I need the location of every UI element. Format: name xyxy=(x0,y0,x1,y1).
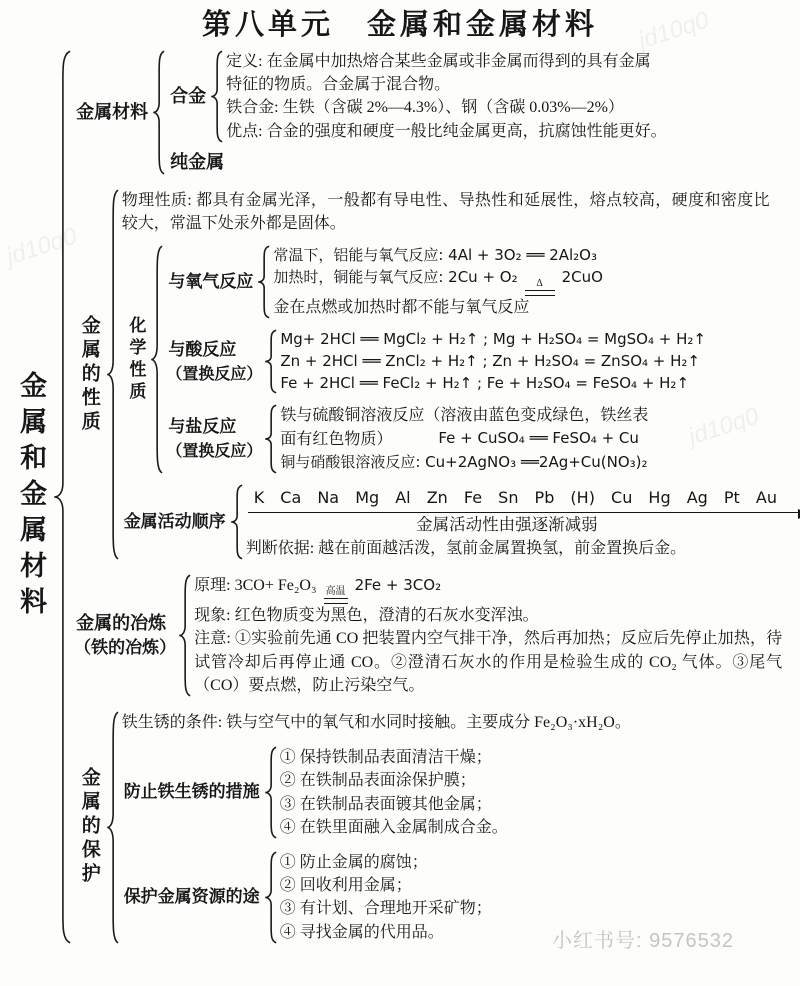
alloy-brace xyxy=(210,50,223,143)
smelting-principle-left: 原理: 3CO+ Fe₂O₃ xyxy=(194,577,317,595)
rust-prevention-label: 防止铁生锈的措施 xyxy=(123,782,260,802)
faint-watermark: jd10q0 xyxy=(635,6,713,55)
xiaohongshu-watermark: 小红书号: 9576532 xyxy=(552,930,734,952)
chemical-label: 化学性质 xyxy=(126,315,146,404)
salt-line-2 xyxy=(280,428,648,451)
rust-condition: 铁生锈的条件: 铁与空气中的氧气和水同时接触。主要成分 Fe₂O₃·xH₂O。 xyxy=(121,714,631,732)
resource-item: ② 回收利用金属； xyxy=(279,877,412,895)
properties-brace xyxy=(106,189,119,560)
prevention-item: ③ 在铁制品表面镀其他金属； xyxy=(279,795,492,813)
root-brace xyxy=(53,50,71,944)
materials-label: 金属材料 xyxy=(76,102,149,123)
prevention-item: ① 保持铁制品表面清洁干燥； xyxy=(279,749,492,767)
protection-brace xyxy=(106,711,119,944)
smelting-principle xyxy=(194,574,782,604)
physical-properties-text: 物理性质: 都具有金属光泽，一般都有导电性、导热性和延展性，熔点较高，硬度和密度比较大，常温下处汞外都是固体。 xyxy=(121,191,770,233)
oxygen-eq-2-right: 2CuO xyxy=(561,267,603,286)
root-children xyxy=(74,50,796,944)
high-temp-condition xyxy=(324,587,348,604)
root-node xyxy=(10,50,796,944)
alloy-line: 铁合金: 生铁（含碳 2%—4.3%）、钢（含碳 0.03%—2%） xyxy=(226,99,624,117)
oxygen-eq-2-left: 加热时，铜能与氧气反应: 2Cu + O₂ xyxy=(273,267,518,286)
acid-reaction-sublabel: （置换反应） xyxy=(166,365,263,383)
resource-item: ④ 寻找金属的代用品。 xyxy=(279,923,444,941)
salt-line-3 xyxy=(280,451,648,474)
prevention-brace xyxy=(264,746,277,839)
salt-eq-1: Fe + CuSO₄ ══ FeSO₄ + Cu xyxy=(438,428,639,447)
delta-condition xyxy=(525,279,555,296)
activity-series-note: 金属活动性由强逐渐减弱 xyxy=(416,515,598,535)
acid-brace xyxy=(264,329,277,394)
oxygen-reaction-label: 与氧气反应 xyxy=(168,271,254,291)
node-salt-reaction xyxy=(166,404,706,474)
branch-protection xyxy=(74,711,796,944)
mindmap xyxy=(10,50,796,944)
salt-reaction-label: 与盐反应 xyxy=(168,417,237,437)
prevention-item: ② 在铁制品表面涂保护膜； xyxy=(279,772,476,790)
alloy-label: 合金 xyxy=(170,86,207,107)
acid-eq: Mg+ 2HCl ══ MgCl₂ + H₂↑ ; Mg + H₂SO₄ = MgSO₄ + H₂↑ xyxy=(280,330,706,349)
activity-series-arrow xyxy=(246,484,796,537)
salt-reaction-sublabel: （置换反应） xyxy=(166,442,263,460)
smelting-note: 注意: ①实验前先通 CO 把装置内空气排干净，然后再加热；反应后先停止加热，待试管冷却后再停止通 CO。②澄清石灰水的作用是检验生成的 CO₂ 气体。③尾气（CO）要点燃，防止污染空气。 xyxy=(194,630,783,694)
salt-brace xyxy=(264,404,277,474)
node-alloy xyxy=(168,50,666,143)
chemical-brace xyxy=(150,245,163,474)
salt-line-1: 铁与硫酸铜溶液反应（溶液由蓝色变成绿色，铁丝表 xyxy=(280,407,649,425)
oxygen-note: 金在点燃或加热时都不能与氧气反应 xyxy=(273,298,530,316)
resource-item: ① 防止金属的腐蚀； xyxy=(279,853,428,871)
smelting-sublabel: （铁的冶炼） xyxy=(74,638,177,658)
branch-properties xyxy=(74,189,796,560)
pure-metal-label: 纯金属 xyxy=(170,151,225,172)
acid-reaction-label: 与酸反应 xyxy=(168,339,237,359)
alloy-line: 定义: 在金属中加热熔合某些金属或非金属而得到的具有金属 xyxy=(226,53,651,70)
protection-label: 金属的保护 xyxy=(78,767,100,888)
activity-brace xyxy=(230,484,243,560)
materials-brace xyxy=(152,50,165,175)
page-title: 第八单元 金属和金属材料 xyxy=(201,9,598,41)
activity-series-label: 金属活动顺序 xyxy=(123,511,226,531)
node-oxygen-reaction xyxy=(166,245,706,319)
oxygen-brace xyxy=(257,245,270,319)
resource-protection-label: 保护金属资源的途 xyxy=(123,887,260,906)
resources-brace xyxy=(264,851,277,944)
smelting-label: 金属的冶炼 xyxy=(76,613,167,634)
properties-label: 金属的性质 xyxy=(78,314,100,435)
faint-watermark: jd10q0 xyxy=(3,222,81,271)
root-label: 金属和金属材料 xyxy=(16,370,47,623)
node-acid-reaction xyxy=(166,329,706,394)
alloy-line: 优点: 合金的强度和硬度一般比纯金属更高，抗腐蚀性能更好。 xyxy=(226,122,667,140)
activity-series-elements: K Ca Na Mg Al Zn Fe Sn Pb (H) Cu Hg Ag Pt Au xyxy=(248,486,800,513)
acid-eq: Zn + 2HCl ══ ZnCl₂ + H₂↑ ; Zn + H₂SO₄ = ZnSO₄ + H₂↑ xyxy=(280,351,700,370)
node-chemical xyxy=(122,245,796,474)
node-resource-protection xyxy=(122,851,631,944)
prevention-item: ④ 在铁里面融入金属制成合金。 xyxy=(279,818,508,836)
high-temp-text: 高温 xyxy=(325,586,346,598)
oxygen-eq-1: 常温下，铝能与氧气反应: 4Al + 3O₂ ══ 2Al₂O₃ xyxy=(273,246,597,265)
faint-watermark: jd10q0 xyxy=(685,402,763,451)
salt-eq-2: 铜与硝酸银溶液反应: Cu+2AgNO₃ ══2Ag+Cu(NO₃)₂ xyxy=(280,452,648,471)
smelting-phenomenon: 现象: 红色物质变为黑色，澄清的石灰水变浑浊。 xyxy=(194,607,539,625)
node-activity-series xyxy=(122,484,796,560)
alloy-line: 特征的物质。合金属于混合物。 xyxy=(226,76,451,94)
delta-symbol: Δ xyxy=(536,277,543,289)
branch-smelting xyxy=(74,574,796,697)
node-rust-prevention xyxy=(122,746,631,839)
oxygen-eq-2 xyxy=(273,267,603,296)
acid-eq: Fe + 2HCl ══ FeCl₂ + H₂↑ ; Fe + H₂SO₄ = FeSO₄ + H₂↑ xyxy=(280,373,690,392)
smelting-principle-right: 2Fe + 3CO₂ xyxy=(354,576,442,595)
resource-item: ③ 有计划、合理地开采矿物； xyxy=(279,900,492,918)
salt-line-2-text: 面有红色物质） xyxy=(280,430,393,448)
branch-materials xyxy=(74,50,796,175)
smelting-brace xyxy=(178,574,191,697)
activity-judge-rule: 判断依据: 越在前面越活泼，氢前金属置换氢，前金置换后金。 xyxy=(245,540,687,558)
